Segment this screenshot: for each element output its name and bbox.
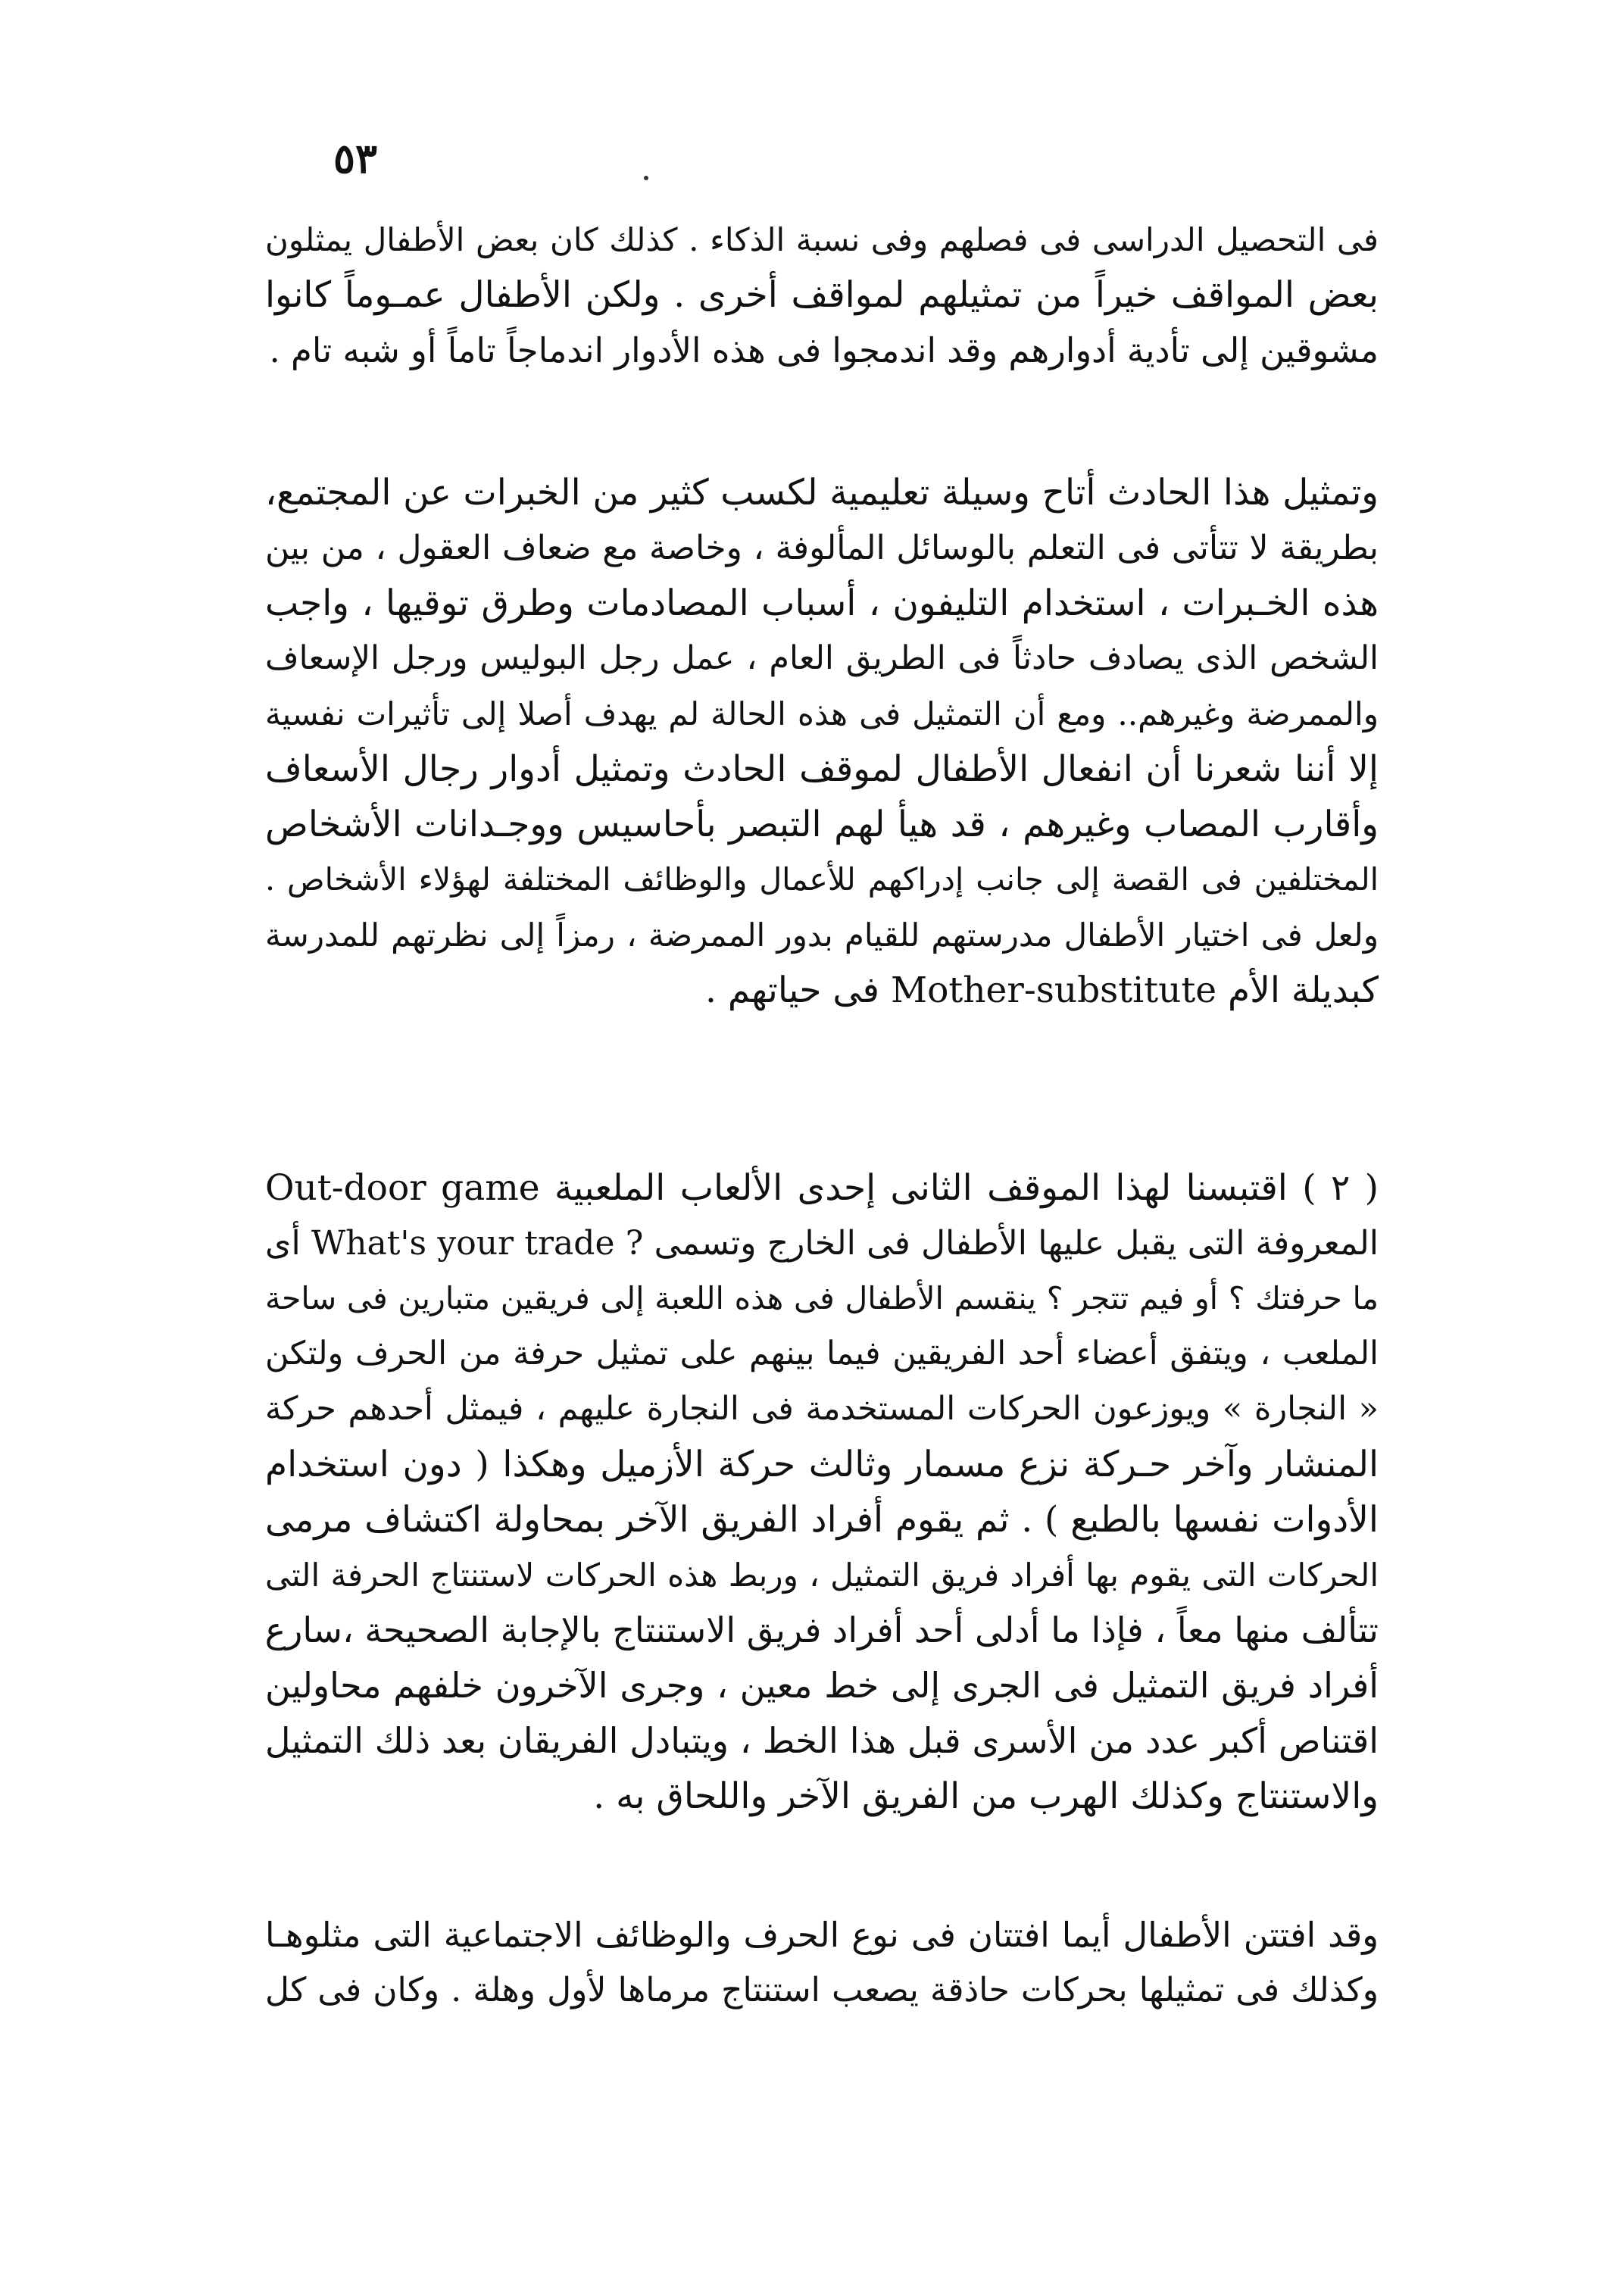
text-line: فى التحصيل الدراسى فى فصلهم وفى نسبة الذكاء . كذلك كان بعض الأطفال يمثلون [265, 221, 1379, 258]
text-line: وكذلك فى تمثيلها بحركات حاذقة يصعب استنتاج مرماها لأول وهلة . وكان فى كل [265, 1971, 1379, 2009]
text-line: إلا أننا شعرنا أن انفعال الأطفال لموقف الحادث وتمثيل أدوار رجال الأسعاف [265, 748, 1379, 790]
text-line: بعض المواقف خيراً من تمثيلهم لمواقف أخرى . ولكن الأطفال عمـوماً كانوا [265, 274, 1379, 316]
text-line: وأقارب المصاب وغيرهم ، قد هيأ لهم التبصر بأحاسيس ووجـدانات الأشخاص [265, 804, 1379, 845]
text-line: بطريقة لا تتأتى فى التعلم بالوسائل المألوفة ، وخاصة مع ضعاف العقول ، من بين [265, 529, 1379, 567]
text-line: وتمثيل هذا الحادث أتاح وسيلة تعليمية لكسب كثير من الخبرات عن المجتمع، [265, 472, 1379, 514]
text-line: ولعل فى اختيار الأطفال مدرستهم للقيام بدور الممرضة ، رمزاً إلى نظرتهم للمدرسة [265, 916, 1379, 954]
text-line: الملعب ، ويتفق أعضاء أحد الفريقين فيما بينهم على تمثيل حرفة من الحرف ولتكن [265, 1335, 1379, 1372]
stray-dot [644, 176, 648, 180]
paragraph-3 [265, 1160, 1379, 1824]
text-line: المنشار وآخر حـركة نزع مسمار وثالث حركة الأزميل وهكذا ( دون استخدام [265, 1444, 1379, 1485]
text-line: ( ٢ ) اقتبسنا لهذا الموقف الثانى إحدى الألعاب الملعبية Out-door game [265, 1167, 1379, 1209]
text-line: أفراد فريق التمثيل فى الجرى إلى خط معين ، وجرى الآخرون خلفهم محاولين [265, 1665, 1379, 1706]
text-line: وقد افتتن الأطفال أيما افتتان فى نوع الحرف والوظائف الاجتماعية التى مثلوهـا [265, 1915, 1379, 1955]
text-line: الشخص الذى يصادف حادثاً فى الطريق العام ، عمل رجل البوليس ورجل الإسعاف [265, 639, 1379, 677]
text-line: ما حرفتك ؟ أو فيم تتجر ؟ ينقسم الأطفال فى هذه اللعبة إلى فريقين متبارين فى ساحة [265, 1280, 1379, 1316]
text-line: المختلفين فى القصة إلى جانب إدراكهم للأعمال والوظائف المختلفة لهؤلاء الأشخاص . [265, 861, 1379, 898]
text-line: الحركات التى يقوم بها أفراد فريق التمثيل ، وربط هذه الحركات لاستنتاج الحرفة التى [265, 1557, 1379, 1594]
text-line: المعروفة التى يقبل عليها الأطفال فى الخارج وتسمى ? What's your trade أى [265, 1224, 1379, 1263]
text-line: مشوقين إلى تأدية أدوارهم وقد اندمجوا فى هذه الأدوار اندماجاً تاماً أو شبه تام . [269, 330, 1379, 370]
text-line: هذه الخـبرات ، استخدام التليفون ، أسباب المصادمات وطرق توقيها ، واجب [265, 582, 1379, 624]
paragraph-4 [265, 1907, 1379, 2018]
paragraph-2 [265, 465, 1379, 1018]
text-line: والممرضة وغيرهم.. ومع أن التمثيل فى هذه الحالة لم يهدف أصلا إلى تأثيرات نفسية [265, 695, 1379, 732]
text-line: تتألف منها معاً ، فإذا ما أدلى أحد أفراد فريق الاستنتاج بالإجابة الصحيحة ،سارع [264, 1610, 1379, 1650]
text-line: الأدوات نفسها بالطبع ) . ثم يقوم أفراد الفريق الآخر بمحاولة اكتشاف مرمى [265, 1499, 1379, 1541]
paragraph-1 [265, 212, 1379, 378]
text-line: والاستنتاج وكذلك الهرب من الفريق الآخر واللحاق به . [593, 1775, 1379, 1817]
text-line: اقتناص أكبر عدد من الأسرى قبل هذا الخط ، ويتبادل الفريقان بعد ذلك التمثيل [265, 1720, 1379, 1761]
text-line: كبديلة الأم Mother-substitute فى حياتهم . [704, 970, 1379, 1011]
text-line: « النجارة » ويوزعون الحركات المستخدمة فى النجارة عليهم ، فيمثل أحدهم حركة [265, 1390, 1379, 1428]
page-number: ٥٣ [333, 134, 378, 183]
